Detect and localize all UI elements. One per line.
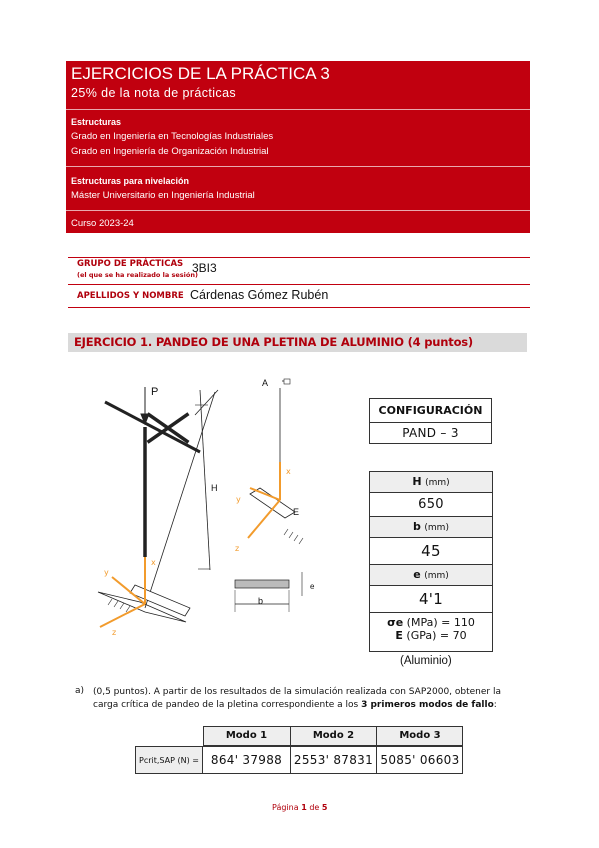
group-sublabel: (el que se ha realizado la sesión) — [77, 271, 198, 279]
footer-page: 1 — [301, 803, 307, 812]
buckling-diagram — [90, 372, 360, 657]
e-unit: (mm) — [424, 571, 449, 581]
master-degree: Máster Universitario en Ingeniería Industrial — [71, 190, 255, 201]
e-label: e — [413, 568, 421, 581]
page-footer — [272, 803, 327, 812]
question-a-text — [93, 686, 529, 712]
modes-table — [135, 726, 463, 774]
axis-x-label-2: x — [286, 467, 291, 476]
configuration-value[interactable]: PAND – 3 — [370, 423, 492, 444]
question-a-bold: 3 primeros modos de fallo — [361, 700, 494, 710]
header-banner — [66, 61, 530, 233]
row-label: Pcrit,SAP (N) = — [135, 746, 203, 774]
load-label: P — [151, 386, 159, 398]
axis-y-label: y — [104, 568, 109, 577]
height-label: H — [211, 483, 218, 493]
parameters-table — [369, 471, 493, 652]
sigma-value: (MPa) = 110 — [406, 616, 475, 629]
sigma-label: σe — [387, 616, 404, 629]
b-unit: (mm) — [424, 523, 449, 533]
page-title: EJERCICIOS DE LA PRÁCTICA 3 — [71, 64, 330, 83]
h-label: H — [412, 475, 422, 488]
group-label: GRUPO DE PRÁCTICAS — [77, 259, 184, 269]
mode-2-header: Modo 2 — [290, 726, 376, 746]
h-value[interactable]: 650 — [370, 493, 492, 517]
footer-mid: de — [309, 803, 320, 812]
configuration-header: CONFIGURACIÓN — [370, 399, 492, 423]
question-a-letter: a) — [75, 686, 85, 696]
question-a-end: : — [493, 700, 497, 710]
young-label: E — [395, 629, 403, 642]
mode-2-value[interactable]: 2553' 87831 — [290, 746, 376, 774]
question-a-line-1: (0,5 puntos). A partir de los resultados de la simulación realizada con SAP2000, obtener la — [93, 687, 501, 697]
group-value[interactable]: 3BI3 — [192, 261, 217, 275]
axis-z-label-2: z — [235, 544, 240, 553]
question-a-line-2: carga crítica de pandeo de la pletina correspondiente a los — [93, 700, 359, 710]
material-label: (Aluminio) — [400, 655, 452, 667]
leveling-heading: Estructuras para nivelación — [71, 176, 190, 186]
axis-y-label-2: y — [236, 495, 241, 504]
mode-3-header: Modo 3 — [376, 726, 463, 746]
mode-3-value[interactable]: 5085' 06603 — [376, 746, 463, 774]
configuration-table — [369, 398, 492, 444]
b-value[interactable]: 45 — [370, 538, 492, 565]
width-label: b — [258, 596, 264, 606]
young-value: (GPa) = 70 — [406, 629, 467, 642]
exercise-heading: EJERCICIO 1. PANDEO DE UNA PLETINA DE ALUMINIO (4 puntos) — [74, 335, 473, 349]
page-subtitle: 25% de la nota de prácticas — [71, 86, 237, 100]
h-unit: (mm) — [425, 478, 450, 488]
footer-prefix: Página — [272, 803, 299, 812]
thickness-label: e — [310, 582, 315, 591]
mode-1-value[interactable]: 864' 37988 — [210, 753, 283, 767]
axis-x-label: x — [151, 558, 156, 567]
names-value[interactable]: Cárdenas Gómez Rubén — [190, 288, 329, 302]
b-label: b — [413, 520, 421, 533]
mode-1-header: Modo 1 — [225, 730, 268, 741]
degree-2: Grado en Ingeniería de Organización Industrial — [71, 146, 269, 157]
point-a-label: A — [262, 378, 269, 388]
subject-heading: Estructuras — [71, 117, 122, 127]
course-year: Curso 2023-24 — [71, 218, 134, 229]
axis-z-label: z — [112, 628, 117, 637]
point-e-label: E — [293, 507, 300, 517]
e-value[interactable]: 4'1 — [370, 586, 492, 613]
names-label: APELLIDOS Y NOMBRE — [77, 291, 184, 301]
footer-total: 5 — [321, 803, 328, 812]
degree-1: Grado en Ingeniería en Tecnologías Industriales — [71, 131, 274, 142]
